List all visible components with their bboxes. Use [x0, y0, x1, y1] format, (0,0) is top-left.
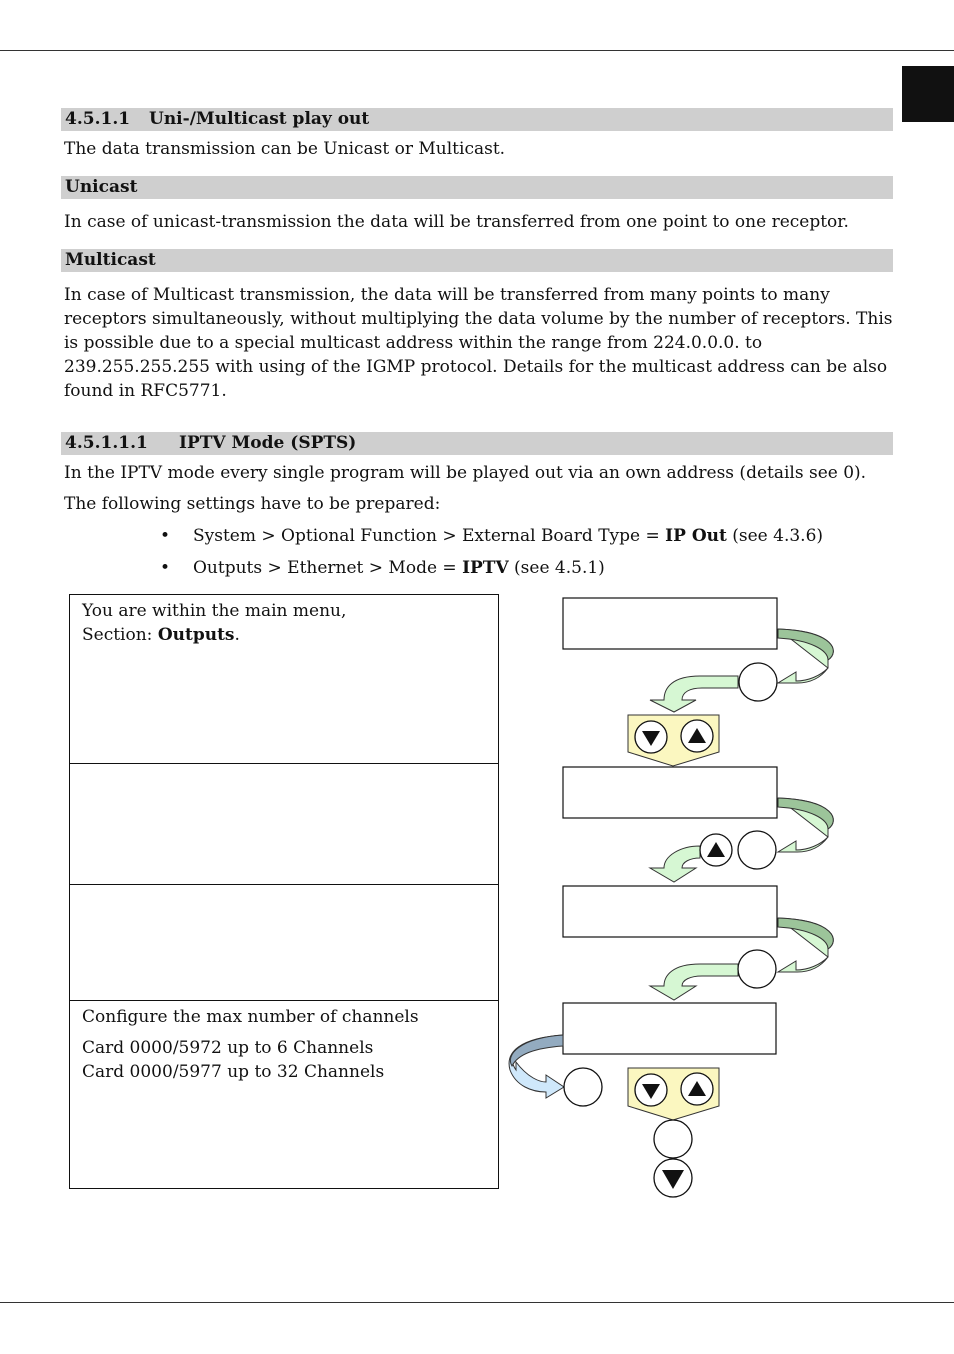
display-box: [563, 886, 777, 937]
unicast-heading: Unicast: [61, 176, 893, 199]
curved-arrow-icon: [778, 629, 833, 683]
section-number: 4.5.1.1.1: [65, 433, 148, 453]
up-down-keypad[interactable]: [628, 715, 719, 766]
bullet-dot: •: [160, 526, 171, 546]
curved-arrow-icon: [509, 1035, 564, 1098]
bullet-text: System > Optional Function > External Board Type =: [193, 526, 666, 546]
enter-button-icon[interactable]: [738, 950, 776, 988]
section-title: IPTV Mode (SPTS): [179, 433, 357, 453]
step-section-name: Outputs: [157, 625, 235, 645]
display-box: [563, 598, 777, 649]
bullet-dot: •: [160, 558, 171, 578]
multicast-text: In case of Multicast transmission, the data will be transferred from many points to many receptors simultaneously, without multiplying the data volume by the number of receptors. This is possible due to a special multicast address within the range from 224.0.0.0. to 239.255.255.255 with using of the IGMP protocol. Details for the multicast address can be also found in RFC5771.: [64, 285, 893, 401]
step-line: Card 0000/5977 up to 32 Channels: [82, 1062, 385, 1082]
bullet-ref: (see 4.5.1): [508, 558, 605, 578]
bullet-bold: IP Out: [665, 526, 727, 546]
intro-text: The data transmission can be Unicast or Multicast.: [64, 139, 506, 159]
step-label: Section:: [82, 625, 158, 645]
section-title: Uni-/Multicast play out: [149, 109, 370, 129]
enter-button-icon[interactable]: [739, 663, 777, 701]
step-punct: .: [234, 625, 240, 645]
step-line: Configure the max number of channels: [82, 1007, 419, 1027]
display-box: [563, 767, 777, 818]
display-box: [563, 1003, 776, 1054]
curved-arrow-icon: [778, 798, 833, 852]
enter-button-icon[interactable]: [654, 1120, 692, 1158]
curved-arrow-icon: [650, 676, 738, 712]
bullet-bold: IPTV: [462, 558, 509, 578]
bottom-rule: [0, 1302, 954, 1303]
settings-intro: The following settings have to be prepared:: [64, 494, 441, 514]
curved-arrow-icon: [778, 918, 833, 972]
unicast-text: In case of unicast-transmission the data will be transferred from one point to one receptor.: [64, 212, 849, 232]
bullet-ref: (see 4.3.6): [726, 526, 824, 546]
bullet-text: Outputs > Ethernet > Mode =: [193, 558, 463, 578]
back-button-icon[interactable]: [564, 1068, 602, 1106]
step-line: You are within the main menu,: [82, 601, 347, 621]
curved-arrow-icon: [650, 964, 738, 1000]
curved-arrow-icon: [650, 846, 700, 882]
step-line: Card 0000/5972 up to 6 Channels: [82, 1038, 374, 1058]
up-down-keypad[interactable]: [628, 1068, 719, 1120]
multicast-heading: Multicast: [61, 249, 893, 272]
section-number: 4.5.1.1: [65, 109, 131, 129]
enter-button-icon[interactable]: [738, 831, 776, 869]
iptv-text: In the IPTV mode every single program will be played out via an own address (details see 0).: [64, 463, 867, 483]
